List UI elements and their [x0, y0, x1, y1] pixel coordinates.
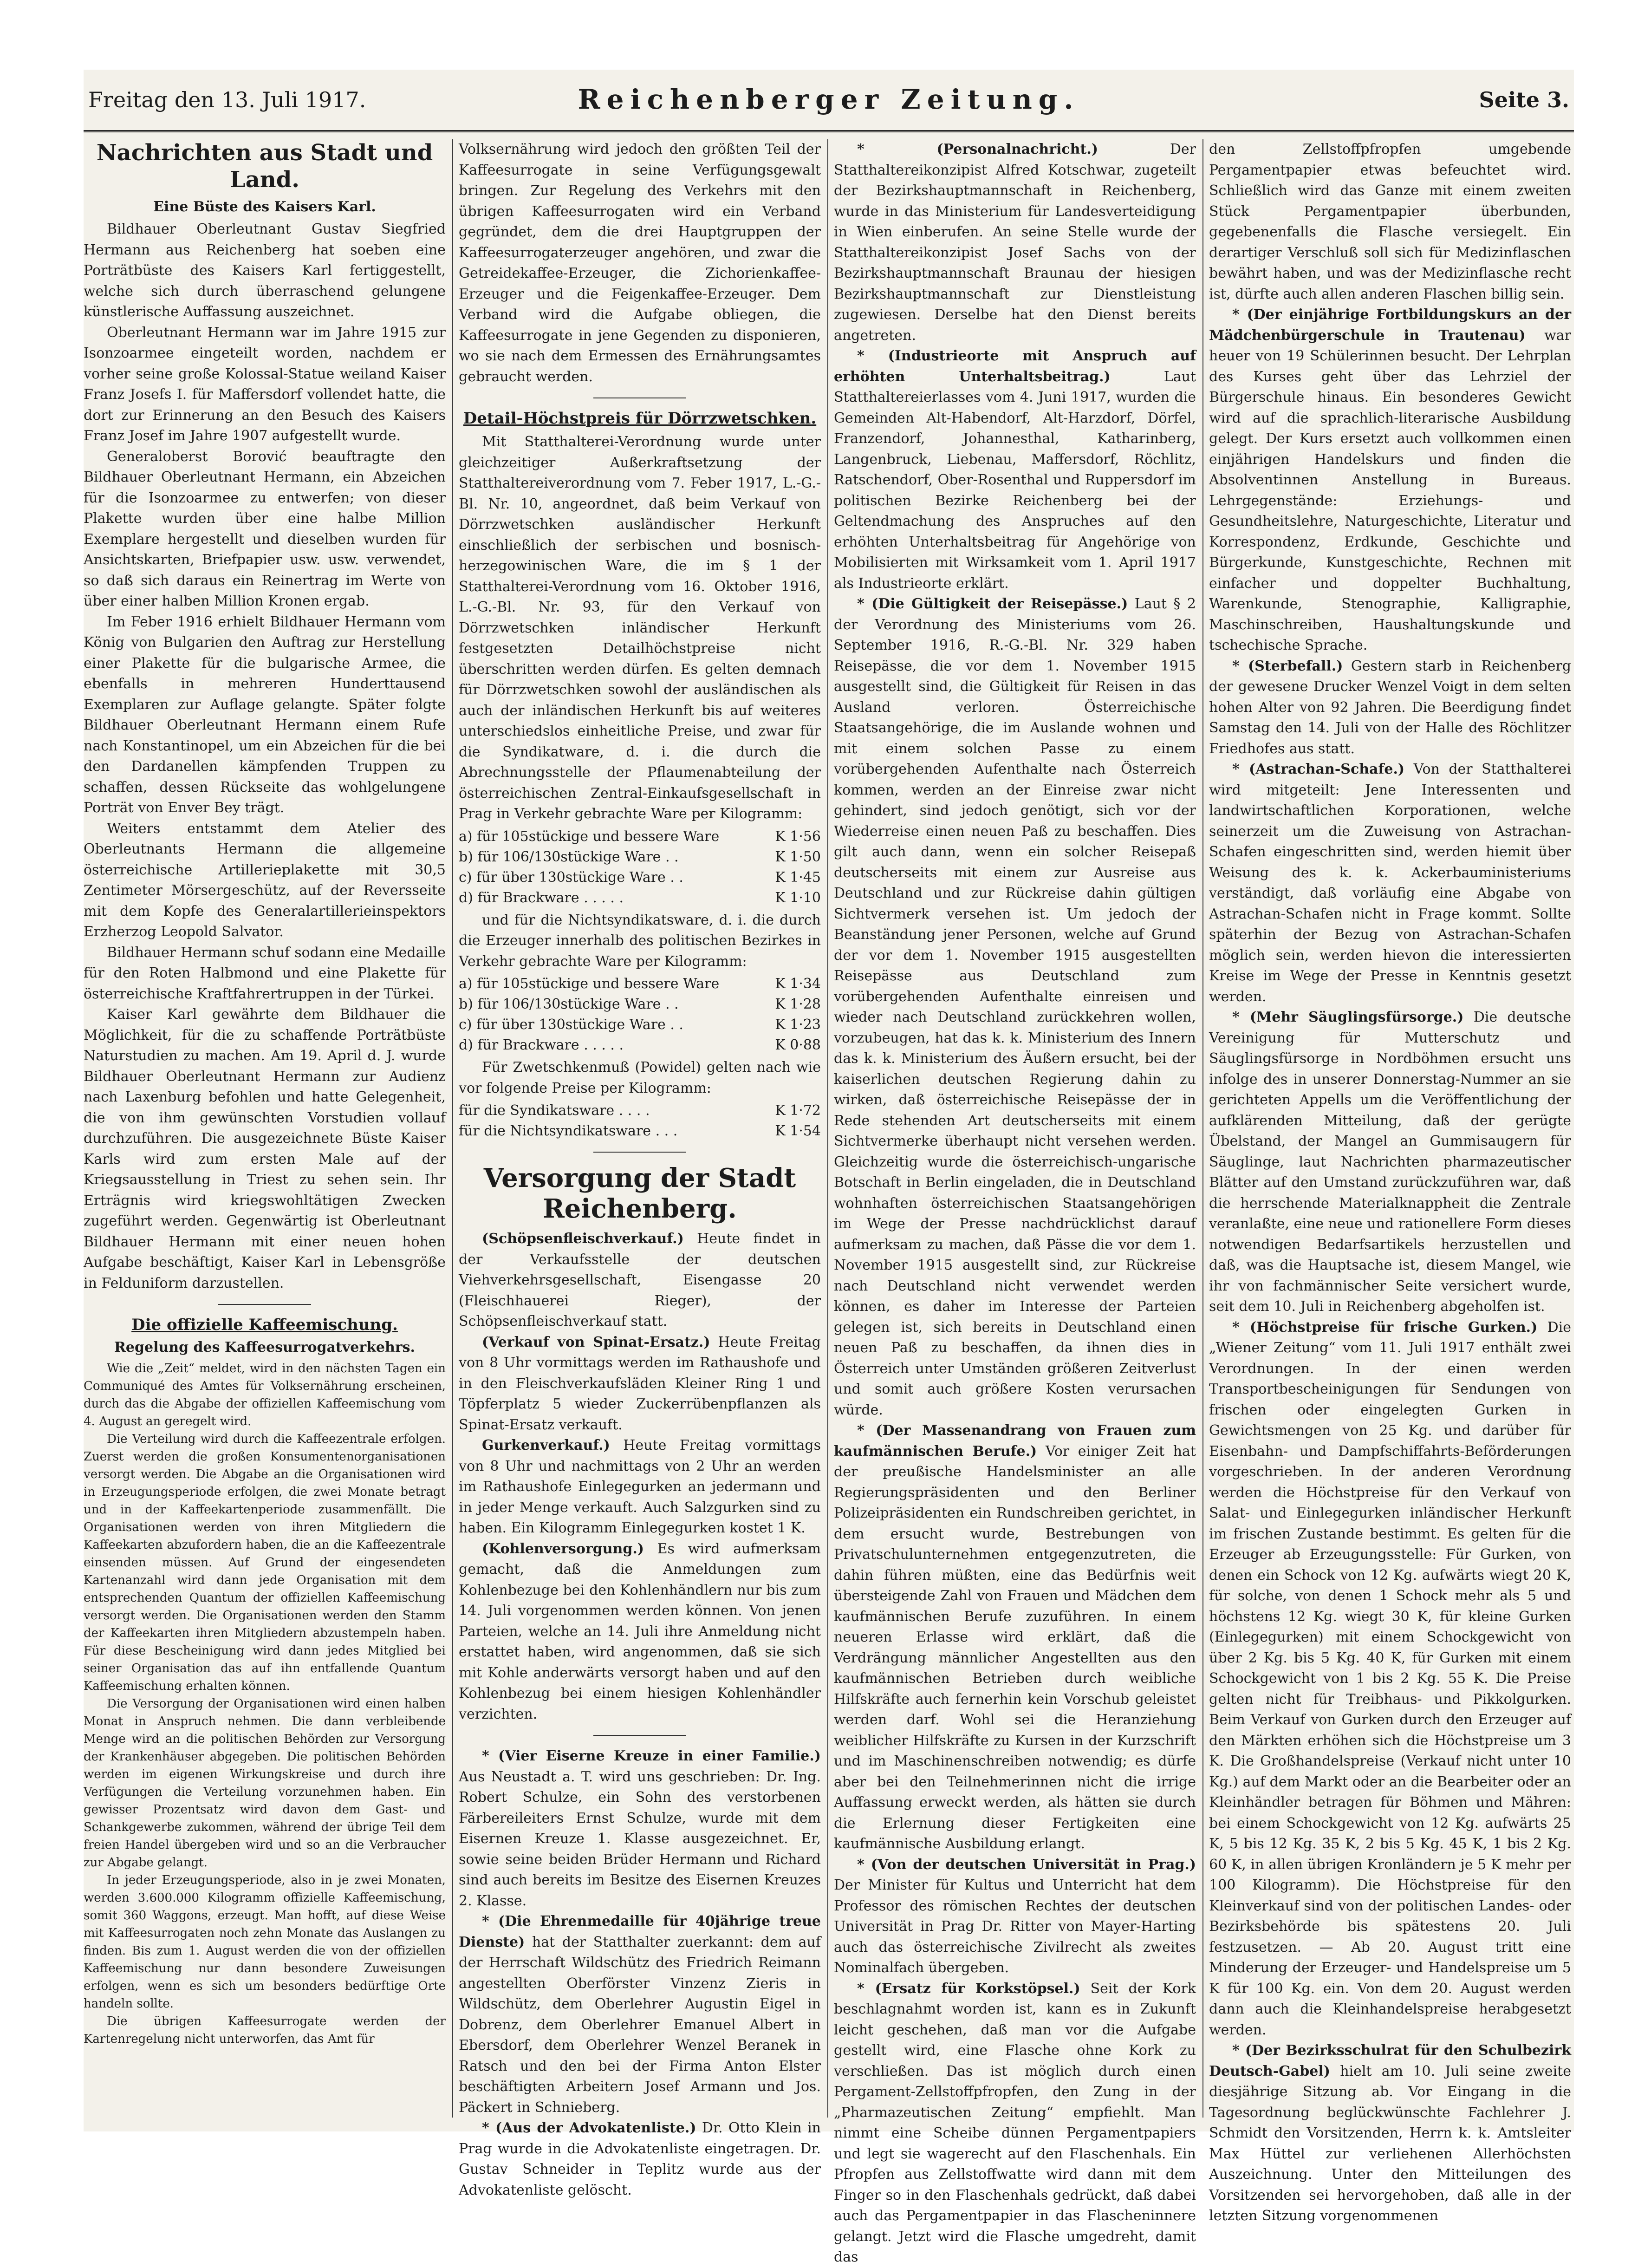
price-table — [459, 1101, 821, 1141]
article-headline: Detail-Höchstpreis für Dörrzwetschken. — [463, 409, 817, 428]
column-rule — [1202, 139, 1203, 2118]
price-row: d) für Brackware . . . . . K 0·88 — [459, 1037, 821, 1053]
news-item: * (Die Ehrenmedaille für 40jährige treue Dienste) hat der Statthalter zuerkannt: dem auf der Herrschaft Wildschütz des Friedrich Reimann angestellten Oberförster Vinzenz Zieris in Wildschütz, dem Oberlehrer Augustin Eigel in Dobrenz, dem Oberlehrer Emanuel Albert in Ebersdorf, dem Oberlehrer Wenzel Beranek in Ratsch und den bei der Firma Anton Elster beschäftigten Arbeitern Josef Armann und Jos. Päckert in Schnieberg. — [459, 1913, 821, 2116]
price-row: a) für 105stückige und bessere Ware K 1·34 — [459, 976, 821, 992]
news-item: * (Astrachan-Schafe.) Von der Statthalterei wird mitgeteilt: Jene Interessenten und landwirtschaftlichen Korporationen, welche seinerzeit um die Zuweisung von Astrachan-Schafen eingeschritten sind, werden hiemit über Weisung des k. k. Ackerbauministeriums verständigt, daß vorläufig eine Abgabe von Astrachan-Schafen nicht in Frage kommt. Sollte späterhin der Bezug von Astrachan-Schafen möglich sein, werden hievon die interessierten Kreise im Wege der Presse in Kenntnis gesetzt werden. — [1209, 761, 1572, 1005]
price-table — [459, 827, 821, 908]
news-item: * (Der einjährige Fortbildungskurs an der Mädchenbürgerschule in Trautenau) war heuer von 19 Schülerinnen besucht. Der Lehrplan des Kurses geht über das Lehrziel der Bürgerschule hinaus. Ein besonderes Gewicht wird auf die sprachlich-literarische Ausbildung gelegt. Der Kurs ersetzt auch vollkommen einen einjährigen Handelskurs und finden die Absolventinnen Anstellung in Bureaus. Lehrgegenstände: Erziehungs- und Gesundheitslehre, Naturgeschichte, Literatur und Korrespondenz, Erdkunde, Geschichte und Bürgerkunde, Kunstgeschichte, Rechnen mit einfacher und doppelter Buchhaltung, Warenkunde, Stenographie, Kalligraphie, Maschinschreiben, Haushaltungskunde und tschechische Sprache. — [1209, 306, 1571, 653]
article-paragraph: Kaiser Karl gewährte dem Bildhauer die Möglichkeit, für die zu schaffende Porträtbüste Naturstudien zu machen. Am 19. April d. J. wurde Bildhauer Oberleutnant Hermann zur Audienz nach Laxenburg befohlen und hatte Gelegenheit, die von ihm gewünschten Vorstudien vollauf durchzuführen. Die ausgezeichnete Büste Kaiser Karls wird zum ersten Male auf der Kriegsausstellung in Triest zu sehen sein. Ihr Erträgnis wird kriegswohltätigen Zwecken zugeführt werden. Gegenwärtig ist Oberleutnant Bildhauer Hermann mit einer neuen hohen Aufgabe beschäftigt, Kaiser Karl in Lebensgröße in Felduniform darzustellen. — [84, 1006, 446, 1291]
price-row: für die Nichtsyndikatsware . . . K 1·54 — [459, 1123, 821, 1139]
issue-date: Freitag den 13. Juli 1917. — [88, 87, 366, 112]
column-1 — [84, 139, 446, 2118]
news-item: * (Mehr Säuglingsfürsorge.) Die deutsche Vereinigung für Mutterschutz und Säuglingsfürsorge in Nordböhmen ersucht uns infolge des in unserer Donnerstag-Nummer an sie gerichteten Appells um die Veröffentlichung der aufklärenden Mitteilung, daß der gerügte Übelstand, der Mangel an Gummisaugern für Säuglinge, laut Nachrichten pharmazeutischer Blätter auf den Umstand zurückzuführen war, daß die herrschende Materialknappheit die Zentrale veranlaßte, eine neue und rationellere Form dieses notwendigen Bedarfsartikels herzustellen und daß, was die Hauptsache ist, diesem Mangel, wie ihr von fachmännischer Seite versichert wurde, seit dem 10. Juli in Reichenberg abgeholfen ist. — [1209, 1009, 1571, 1315]
article-paragraph: In jeder Erzeugungsperiode, also in je zwei Monaten, werden 3.600.000 Kilogramm offizielle Kaffeemischung, somit 360 Waggons, erzeugt. Man hofft, auf diese Weise mit Kaffeesurrogaten noch zehn Monate das Auslangen zu finden. Bis zum 1. August werden die von der offiziellen Kaffeemischung nur dann besondere Zuweisungen erfolgen, wenn es sich um besonders bedürftige Orte handeln sollte. — [84, 1873, 446, 2011]
news-item: (Schöpsenfleischverkauf.) Heute findet in der Verkaufsstelle der deutschen Viehverkehrsgesellschaft, Eisengasse 20 (Fleischhauerei Rieger), der Schöpsenfleischverkauf statt. — [459, 1231, 821, 1330]
article-paragraph: Die Verteilung wird durch die Kaffeezentrale erfolgen. Zuerst werden die großen Konsumentenorganisationen versorgt werden. Die Abgabe an die Organisationen wird in Erzeugungsperiode erfolgen, die zwei Monate betragt und in der Kaffeekartenperiode zusammenfällt. Die Organisationen werden von ihren Mitgliedern die Kaffeekarten abzufordern haben, die an die Kaffeezentrale einsenden müssen. Auf Grund der eingesendeten Kartenanzahl wird dann jede Organisation mit dem entsprechenden Quantum der offiziellen Kaffeemischung versorgt werden. Die Organisationen werden den Stamm der Kaffeekarten ihren Mitgliedern abzustempeln haben. Für diese Bescheinigung wird dann jedes Mitglied bei seiner Organisation das auf ihn entfallende Quantum Kaffeemischung erhalten können. — [84, 1432, 446, 1693]
news-item: * (Ersatz für Korkstöpsel.) Seit der Kork beschlagnahmt worden ist, kann es in Zukunft leicht geschehen, daß man vor die Aufgabe gestellt wird, eine Flasche ohne Kork zu verschließen. Das ist möglich durch einen Pergament-Zellstoffpfropfen, den Zung in der „Pharmazeutischen Zeitung“ empfiehlt. Man nimmt eine Scheibe dünnen Pergamentpapiers und legt sie wagerecht auf den Flaschenhals. Ein Pfropfen aus Zellstoffwatte wird dann mit dem Finger so in den Flaschenhals gedrückt, daß dabei auch das Pergamentpapier in das Flascheninnere gelangt. Jetzt wird die Flasche umgedreht, damit das — [834, 1980, 1196, 2265]
article-subheadline: Regelung des Kaffeesurrogatverkehrs. — [114, 1339, 415, 1356]
news-item: * (Industrieorte mit Anspruch auf erhöhten Unterhaltsbeitrag.) Laut Statthaltereierlasses vom 4. Juni 1917, wurden die Gemeinden Alt-Habendorf, Alt-Harzdorf, Dörfel, Franzendorf, Johannesthal, Katharinberg, Langenbruck, Liebenau, Maffersdorf, Röchlitz, Ratschendorf, Ober-Rosenthal und Ruppersdorf im politischen Bezirke Reichenberg bei der Geltendmachung des Anspruches auf den erhöhten Unterhaltsbeitrag für Angehörige von Mobilisierten mit Wirksamkeit vom 1. April 1917 als Industrieorte erklärt. — [834, 348, 1196, 592]
article-paragraph: Generaloberst Borović beauftragte den Bildhauer Oberleutnant Hermann, ein Abzeichen für die Isonzoarmee zu entwerfen; von dieser Plakette wurden über eine halbe Million Exemplare hergestellt und dieselben wurden für Ansichtskarten, Briefpapier usw. usw. verwendet, so daß sich daraus ein Reinertrag im Werte von über einer halben Million Kronen ergab. — [84, 448, 446, 609]
article-paragraph: Die Versorgung der Organisationen wird einen halben Monat in Anspruch nehmen. Die dann verbleibende Menge wird an die politischen Behörden zur Versorgung der Krankenhäuser abgegeben. Die politischen Behörden werden im eigenen Wirkungskreise und durch ihre Verfügungen die Verteilung vorzunehmen haben. Ein gewisser Prozentsatz wird davon dem Gast- und Schankgewerbe zukommen, während der übrige Teil dem freien Handel übergeben wird und so an die Verbraucher zur Abgabe gelangt. — [84, 1697, 446, 1870]
news-item: * (Personalnachricht.) Der Statthaltereikonzipist Alfred Kotschwar, zugeteilt der Bezirkshauptmannschaft in Reichenberg, wurde in das Ministerium für Landesverteidigung in Wien einberufen. An seine Stelle wurde der Statthaltereikonzipist Josef Sachs von der Bezirkshauptmannschaft Braunau der hiesigen Bezirkshauptmannschaft zur Dienstleistung zugewiesen. Derselbe hat den Dienst bereits angetreten. — [834, 141, 1196, 344]
article-paragraph: Weiters entstammt dem Atelier des Oberleutnants Hermann die allgemeine österreichische Artillerieplakette mit 30,5 Zentimeter Mörsergeschütz, auf der Reversseite mit dem Kopfe des Generalartillerieinspektors Erzherzog Leopold Salvator. — [84, 820, 446, 940]
news-item: * (Vier Eiserne Kreuze in einer Familie.) Aus Neustadt a. T. wird uns geschrieben: Dr. Ing. Robert Schulze, ein Sohn des verstorbenen Färbereileiters Ernst Schulze, wurde mit dem Eisernen Kreuze 1. Klasse ausgezeichnet. Er, sowie seine beiden Brüder Hermann und Richard sind auch bereits im Besitze des Eisernen Kreuzes 2. Klasse. — [459, 1748, 821, 1909]
article-paragraph: Bildhauer Hermann schuf sodann eine Medaille für den Roten Halbmond und eine Plakette für österreichische Kraftfahrertruppen in der Türkei. — [84, 944, 446, 1002]
price-row: c) für über 130stückige Ware . . K 1·45 — [459, 869, 821, 886]
column-rule — [827, 139, 828, 2118]
separator-line — [593, 1735, 686, 1736]
price-row: b) für 106/130stückige Ware . . K 1·50 — [459, 848, 821, 865]
article-paragraph: Die übrigen Kaffeesurrogate werden der Kartenregelung nicht unterworfen, das Amt für — [84, 2014, 446, 2046]
article-paragraph: Bildhauer Oberleutnant Gustav Siegfried Hermann aus Reichenberg hat soeben eine Porträtbüste des Kaisers Karl fertiggestellt, welche sich durch überraschend gelungene künstlerische Auffassung auszeichnet. — [84, 221, 446, 320]
column-rule — [452, 139, 453, 2118]
article-headline: Die offizielle Kaffeemischung. — [131, 1316, 398, 1334]
page-number: Seite 3. — [1479, 87, 1569, 112]
article-paragraph: Mit Statthalterei-Verordnung wurde unter gleichzeitiger Außerkraftsetzung der Statthaltereiverordnung vom 7. Feber 1917, L.-G.-Bl. Nr. 10, angeordnet, daß beim Verkauf von Dörrzwetschken ausländischer Herkunft einschließlich der serbischen und bosnisch-herzegowinischen Ware, die im § 1 der Statthalterei-Verordnung vom 16. Oktober 1916, L.-G.-Bl. Nr. 93, für den Verkauf von Dörrzwetschken inländischer Herkunft festgesetzten Detailhöchstpreise nicht überschritten werden dürfen. Es gelten demnach für Dörrzwetschken sowohl der ausländischen als auch der inländischen Herkunft bis auf weiteres unterschiedslos einheitliche Preise, und zwar für die Syndikatware, d. i. die durch die Abrechnungsstelle der Pflaumenabteilung der österreichischen Zentral-Einkaufsgesellschaft in Prag in Verkehr gebrachte Ware per Kilogramm: — [459, 434, 821, 822]
article-paragraph: Volksernährung wird jedoch den größten Teil der Kaffeesurrogate in seine Verfügungsgewalt bringen. Zur Regelung des Verkehrs mit den übrigen Kaffeesurrogaten wird ein Verband gegründet, dem die drei Hauptgruppen der Kaffeesurrogaterzeuger angehören, und zwar die Getreidekaffee-Erzeuger, die Zichorienkaffee-Erzeuger und die Feigenkaffee-Erzeuger. Dem Verband wird die Aufgabe obliegen, die Kaffeesurrogate in jene Gegenden zu disponieren, wo sie nach dem Ermessen des Ernährungsamtes gebraucht werden. — [459, 141, 821, 385]
price-row: d) für Brackware . . . . . K 1·10 — [459, 889, 821, 906]
price-table — [459, 974, 821, 1056]
news-item: * (Von der deutschen Universität in Prag.) Der Minister für Kultus und Unterricht hat dem Professor des römischen Rechtes der deutschen Universität in Prag Dr. Ritter von Mayer-Harting auch das österreichische Zivilrecht als zweites Nominalfach übergeben. — [834, 1856, 1196, 1976]
section-headline: Versorgung der Stadt Reichenberg. — [483, 1163, 796, 1224]
news-item: * (Die Gültigkeit der Reisepässe.) Laut § 2 der Verordnung des Ministeriums vom 26. September 1916, R.-G.-Bl. Nr. 329 haben Reisepässe, die vor dem 1. November 1915 ausgestellt sind, die Gültigkeit für Reisen in das Ausland verloren. Österreichische Staatsangehörige, die im Auslande wohnen und mit einem solchen Passe zu einem vorübergehenden Aufenthalte nach Österreich kommen, werden an der Einreise zwar nicht gehindert, sind jedoch genötigt, sich vor der Wiederreise einen neuen Paß zu beschaffen. Dies gilt auch dann, wenn ein solcher Reisepaß deutscherseits mit einem zur Ausreise aus Deutschland und zur Rückreise dahin gültigen Sichtvermerk versehen ist. Um jedoch der Beanständung jener Personen, welche auf Grund der vor dem 1. November 1915 ausgestellten Reisepässe aus Deutschland zum vorübergehenden Aufenthalte einreisen und wieder nach Deutschland zurückkehren wollen, vorzubeugen, hat das k. k. Ministerium des Innern das k. k. Ministerium des Äußern ersucht, bei der kaiserlichen deutschen Regierung dahin zu wirken, daß österreichische Reisepässe der in Rede stehenden Art deutscherseits mit einem Sichtvermerke überhaupt nicht versehen werden. Gleichzeitig wurde die österreichisch-ungarische Botschaft in Berlin eingeladen, die in Deutschland wohnhaften österreichischen Staatsangehörigen im Wege der Presse nachdrücklichst darauf aufmerksam zu machen, daß Pässe die vor dem 1. November 1915 ausgestellt sind, zur Rückreise nach Deutschland nicht verwendet werden können, es daher im Interesse der Parteien gelegen ist, sich bereits in Deutschland einen neuen Paß zu beschaffen, da ihnen dies in Österreich unter Umständen größeren Zeitverlust und somit auch größere Kosten verursachen würde. — [834, 596, 1196, 1418]
news-item: * (Höchstpreise für frische Gurken.) Die „Wiener Zeitung“ vom 11. Juli 1917 enthält zwei Verordnungen. In der einen werden Transportbescheinigungen für Sendungen von frischen oder eingelegten Gurken in Gewichtsmengen von 25 Kg. und darüber für Eisenbahn- und Dampfschiffahrts-Beförderungen vorgeschrieben. In der anderen Verordnung werden die Höchstpreise für den Verkauf von Salat- und Einlegegurken inländischer Herkunft im frischen Zustande bestimmt. Es gelten für die Erzeuger ab Erzeugungsstelle: Für Gurken, von denen ein Schock von 12 Kg. aufwärts wiegt 20 K, für solche, von denen 1 Schock mehr als 5 und höchstens 12 Kg. wiegt 30 K, für kleine Gurken (Einlegegurken) mit einem Schockgewicht von über 2 Kg. bis 5 Kg. 40 K, für Gurken mit einem Schockgewicht von 1 bis 2 Kg. 55 K. Die Preise gelten nicht für Treibhaus- und Pikkolgurken. Beim Verkauf von Gurken durch den Erzeuger auf den Märkten erhöhen sich die Höchstpreise um 3 K. Die Großhandelspreise (Verkauf nicht unter 10 Kg.) auf dem Markt oder an die Bearbeiter oder an Kleinhändler betragen für Böhmen und Mähren: bei einem Schockgewicht von 12 Kg. aufwärts 25 K, 5 bis 12 Kg. 35 K, 2 bis 5 Kg. 45 K, 1 bis 2 Kg. 60 K, in allen übrigen Kronländern je 5 K mehr per 100 Kilogramm). Die Höchstpreise für den Kleinverkauf sind von der politischen Landes- oder Bezirksbehörde bis spätestens 20. Juli festzusetzen. — Ab 20. August tritt eine Minderung der Erzeuger- und Handelspreise um 5 K für 100 Kg. ein. Von dem 20. August werden dann auch die Kleinhandelspreise herabgesetzt werden. — [1209, 1319, 1572, 2038]
article-paragraph: Oberleutnant Hermann war im Jahre 1915 zur Isonzoarmee eingeteilt worden, nachdem er vorher seine große Kolossal-Statue weiland Kaiser Franz Josefs I. für Maffersdorf vollendet hatte, die dort zur Erinnerung an den Besuch des Kaisers Franz Josef im Jahre 1907 aufgestellt wurde. — [84, 324, 446, 444]
article-paragraph: Wie die „Zeit“ meldet, wird in den nächsten Tagen ein Communiqué des Amtes für Volksernährung erscheinen, durch das die Abgabe der offiziellen Kaffeemischung vom 4. August an geregelt wird. — [84, 1362, 446, 1428]
article-paragraph: Im Feber 1916 erhielt Bildhauer Hermann vom König von Bulgarien den Auftrag zur Herstellung einer Plakette für die bulgarische Armee, die ebenfalls in mehreren Hunderttausend Exemplaren zur Auflage gelangte. Später folgte Bildhauer Oberleutnant Hermann einem Rufe nach Konstantinopel, um ein Abzeichen für die bei den Dardanellen kämpfenden Truppen zu schaffen, dessen Rückseite das wohlgelungene Porträt von Enver Bey trägt. — [84, 613, 446, 816]
column-2 — [459, 139, 821, 2198]
price-row: b) für 106/130stückige Ware . . K 1·28 — [459, 996, 821, 1012]
news-item: * (Sterbefall.) Gestern starb in Reichenberg der gewesene Drucker Wenzel Voigt in dem selten hohen Alter von 92 Jahren. Die Beerdigung findet Samstag den 14. Juli von der Halle des Röchlitzer Friedhofes aus statt. — [1209, 658, 1571, 757]
price-row: für die Syndikatsware . . . . K 1·72 — [459, 1102, 821, 1119]
news-item: * (Der Massenandrang von Frauen zum kaufmännischen Berufe.) Vor einiger Zeit hat der preußische Handelsminister an alle Regierungspräsidenten und den Berliner Polizeipräsidenten ein Rundschreiben gerichtet, in dem ersucht wurde, Bestrebungen von Privatschulunternehmen entgegenzutreten, die dahin führen müßten, eine das Bedürfnis weit übersteigende Zahl von Frauen und Mädchen dem kaufmännischen Berufe zuzuführen. In einem neueren Erlasse wird erklärt, daß die Verdrängung männlicher Angestellten aus den kaufmännischen Betrieben durch weibliche Hilfskräfte auch fernerhin kein Vorschub geleistet werden darf. Wohl sei die Heranziehung weiblicher Hilfskräfte zu Kursen in der Kurzschrift und im Maschinenschreiben notwendig; es dürfe aber bei den Teilnehmerinnen nicht die irrige Auffassung erweckt werden, als hätten sie durch die Erlernung dieser Fertigkeiten eine kaufmännische Ausbildung erlangt. — [834, 1422, 1196, 1852]
column-3 — [834, 139, 1196, 2265]
news-item: (Verkauf von Spinat-Ersatz.) Heute Freitag von 8 Uhr vormittags werden im Rathaushofe und in den Fleischverkaufsläden Kleiner Ring 1 und Töpferplatz 5 wieder Zuckerrübenpflanzen als Spinat-Ersatz verkauft. — [459, 1334, 821, 1433]
article-paragraph: Für Zwetschkenmuß (Powidel) gelten nach wie vor folgende Preise per Kilogramm: — [459, 1059, 821, 1096]
separator-line — [593, 1152, 686, 1153]
price-row: c) für über 130stückige Ware . . K 1·23 — [459, 1017, 821, 1033]
article-paragraph: und für die Nichtsyndikatsware, d. i. die durch die Erzeuger innerhalb des politischen Bezirkes in Verkehr gebrachte Ware per Kilogramm: — [459, 912, 821, 970]
news-item: den Zellstoffpfropfen umgebende Pergamentpapier etwas befeuchtet wird. Schließlich wird das Ganze mit einem zweiten Stück Pergamentpapier überbunden, gegebenenfalls die Flasche versiegelt. Ein derartiger Verschluß soll sich für Medizinflaschen bewährt haben, und was der Medizinflasche recht ist, dürfte auch allen anderen Flaschen billig sein. — [1209, 141, 1571, 302]
separator-line — [218, 1304, 311, 1305]
newspaper-title: Reichenberger Zeitung. — [578, 84, 1080, 115]
news-item: * (Der Bezirksschulrat für den Schulbezirk Deutsch-Gabel) hielt am 10. Juli seine zweite diesjährige Sitzung ab. Vor Eingang in die Tagesordnung beglückwünschte Fachlehrer J. Schmidt den Vorsitzenden, Herrn k. k. Amtsleiter Max Hüttel zur verliehenen Allerhöchsten Auszeichnung. Unter den Mitteilungen des Vorsitzenden sei hervorgehoben, daß alle in der letzten Sitzung vorgenommenen — [1209, 2042, 1571, 2224]
masthead — [84, 79, 1574, 132]
newspaper-page — [84, 70, 1574, 2265]
column-4 — [1209, 139, 1572, 2224]
section-title: Nachrichten aus Stadt und Land. — [96, 140, 433, 193]
news-item: * (Aus der Advokatenliste.) Dr. Otto Klein in Prag wurde in die Advokatenliste eingetragen. Dr. Gustav Schneider in Teplitz wurde aus der Advokatenliste gelöscht. — [459, 2120, 821, 2198]
news-item: (Kohlenversorgung.) Es wird aufmerksam gemacht, daß die Anmeldungen zum Kohlenbezuge bei den Kohlenhändlern nur bis zum 14. Juli vorgenommen werden können. Von jenen Parteien, welche an 14. Juli ihre Anmeldung nicht erstattet haben, wird angenommen, daß sie sich mit Kohle anderwärts versorgt haben und auf den Kohlenbezug bei einem hiesigen Kohlenhändler verzichten. — [459, 1540, 821, 1722]
article-headline: Eine Büste des Kaisers Karl. — [153, 199, 376, 215]
price-row: a) für 105stückige und bessere Ware K 1·56 — [459, 828, 821, 845]
news-item: Gurkenverkauf.) Heute Freitag vormittags von 8 Uhr und nachmittags von 2 Uhr an werden im Rathaushofe Einlegegurken an jedermann und in jeder Menge verkauft. Auch Salzgurken sind zu haben. Ein Kilogramm Einlegegurken kostet 1 K. — [459, 1437, 821, 1536]
